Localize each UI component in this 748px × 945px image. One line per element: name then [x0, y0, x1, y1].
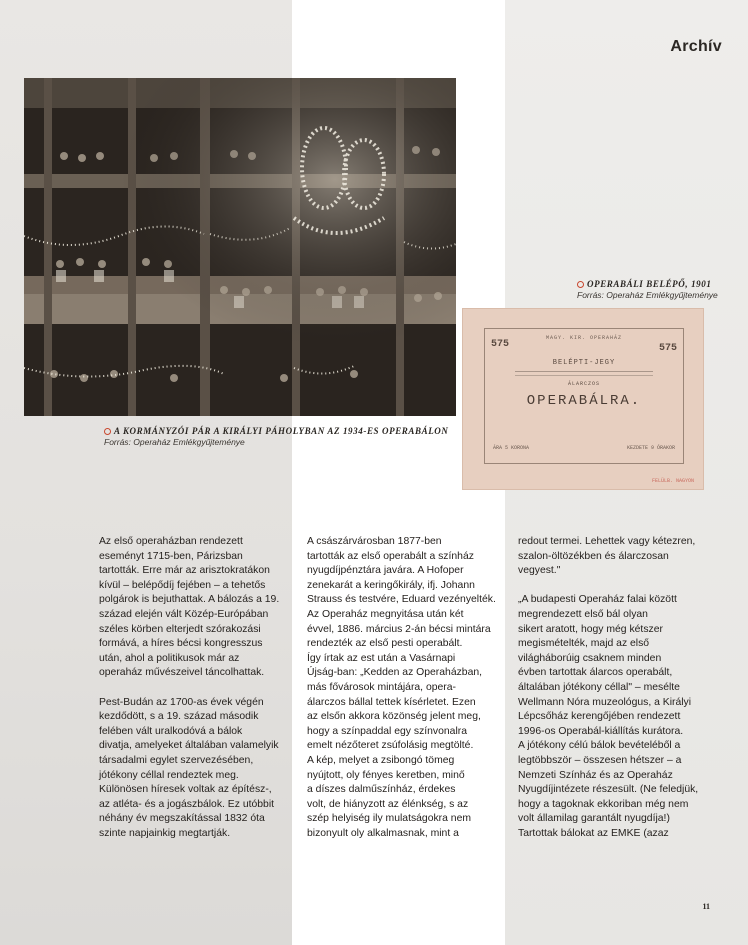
text-line: Az Operaház megnyitása után két: [307, 608, 464, 620]
text-line: más fővárosok mintájára, opera-: [307, 681, 456, 693]
text-line: formává, a híres bécsi kongresszus: [99, 638, 263, 650]
text-line: zenekarát a keringőkirály, ifj. Johann: [307, 579, 475, 591]
photo1-caption: [104, 426, 449, 448]
text-line: volt államilag garantált nyugdíja!): [518, 813, 670, 825]
text-line: A császárvárosban 1877-ben: [307, 536, 442, 547]
text-line: általában jótékony céllal" – mesélte: [518, 681, 680, 693]
text-line: „A budapesti Operaház falai között: [518, 594, 677, 606]
photo1-title: A KORMÁNYZÓI PÁR A KIRÁLYI PÁHOLYBAN AZ 1934-ES OPERABÁLON: [114, 426, 449, 436]
text-line: szinte napjainkig megtartják.: [99, 827, 231, 839]
text-line: az elsőn akkora közönség jelent meg,: [307, 711, 481, 723]
text-line: vegyest.": [518, 565, 561, 577]
text-line: kezdődött, s a 19. század második: [99, 711, 259, 723]
text-line: Így írtak az est után a Vasárnapi: [307, 652, 456, 664]
text-line: szalon-öltözékben és álarczosan: [518, 550, 669, 562]
text-line: redout termei. Lehettek vagy kétezren,: [518, 536, 696, 547]
text-line: emelt nézőteret zsúfolásig megtölté.: [307, 740, 474, 752]
bullet-circle-icon: [577, 281, 584, 288]
text-line: megrendezett első bál olyan: [518, 608, 648, 620]
ticket-stamp: FELÜLB. NAGYON: [651, 478, 694, 484]
text-column-3: [518, 535, 698, 841]
ticket-header: MAGY. KIR. OPERAHÁZ: [545, 335, 622, 341]
text-line: évvel, 1886. március 2-án bécsi mintára: [307, 623, 491, 635]
text-line: nyújtott, oly fényes keretben, minő: [307, 769, 465, 781]
text-line: széles körben elterjedt szórakozási: [99, 623, 261, 635]
bullet-circle-icon: [104, 428, 111, 435]
text-line: Különösen híresek voltak az építész-,: [99, 784, 272, 796]
photo2-source: Forrás: Operaház Emlékgyűjteménye: [577, 290, 718, 300]
text-line: Újság-ban: „Kedden az Operaházban,: [307, 667, 483, 679]
photo1-source: Forrás: Operaház Emlékgyűjteménye: [104, 437, 245, 447]
ticket-start: KEZDETE 9 ÓRAKOR: [626, 445, 675, 451]
text-line: operaház művészeivel táncolhattak.: [99, 667, 265, 679]
ticket-main-title: OPERABÁLRA.: [526, 393, 642, 409]
text-line: a díszes dalműszínház, érdekes: [307, 784, 456, 796]
photo2-caption: [577, 279, 718, 301]
text-line: hogy a tagoknak ekkoriban még nem: [518, 798, 689, 810]
text-column-1: [99, 535, 279, 841]
paragraph-gap: [518, 579, 698, 594]
text-line: társadalmi egylet szervezésében,: [99, 754, 254, 766]
text-line: után, ahol a politikusok már az: [99, 652, 240, 664]
text-line: szép helyiség ily mulatságokra nem: [307, 813, 472, 825]
paragraph-gap: [99, 681, 279, 696]
text-line: Wellmann Nóra muzeológus, a Királyi: [518, 696, 692, 708]
text-line: világháborúig csaknem minden: [518, 652, 662, 664]
ticket-rule: [515, 371, 653, 372]
text-line: néhány év megszakítással 1832 óta: [99, 813, 265, 825]
text-column-2: [307, 535, 496, 841]
section-label: Archív: [670, 38, 722, 55]
text-line: Nyugdíjintézete részesült. (Ne feledjük,: [518, 784, 699, 796]
text-line: eseményt 1715-ben, Párizsban: [99, 550, 243, 562]
text-line: felében vált uralkodóvá a bálok: [99, 725, 243, 737]
text-line: Strauss és testvére, Eduard vezényelték.: [307, 594, 496, 606]
text-line: kívül – belépődíj fejében – a tehetős: [99, 579, 266, 591]
ticket-line1: BELÉPTI-JEGY: [552, 359, 616, 367]
text-line: tartották az első operabált a színház: [307, 550, 474, 562]
text-line: nyugdíjpénztára javára. A Hofoper: [307, 565, 464, 577]
text-line: divatja, amelyeket általában valamelyik: [99, 740, 279, 752]
ticket-number-left: 575: [491, 339, 510, 350]
text-line: 1996-os Operabál-kiállítás kurátora.: [518, 725, 684, 737]
text-line: álarczos bállal tettek kísérletet. Ezen: [307, 696, 476, 708]
text-line: A kép, melyet a zsibongó tömeg: [307, 754, 455, 766]
text-line: század elején vált Közép-Európában: [99, 608, 269, 620]
text-line: volt, de hiányzott az élénkség, s az: [307, 798, 469, 810]
ticket-number-right: 575: [658, 343, 677, 354]
text-line: tartották. Erre már az arisztokratákon: [99, 565, 270, 577]
text-line: A jótékony célú bálok bevételéből a: [518, 740, 681, 752]
text-line: az atléta- és a jogászbálok. Ez utóbbit: [99, 798, 275, 810]
text-line: jótékony céllal rendeztek meg.: [99, 769, 239, 781]
photo2-title: OPERABÁLI BELÉPŐ, 1901: [587, 279, 712, 289]
text-line: Pest-Budán az 1700-as évek végén: [99, 696, 264, 708]
ticket-price: ÁRA 5 KORONA: [493, 445, 530, 451]
ticket-rule: [515, 375, 653, 376]
text-line: rendezték az első pesti operabált.: [307, 638, 463, 650]
text-line: megismételték, majd az első: [518, 638, 650, 650]
text-line: hogy a színpaddal egy színvonalra: [307, 725, 468, 737]
page-number: 11: [702, 902, 710, 911]
text-line: sikert aratott, hogy még kétszer: [518, 623, 663, 635]
text-line: legtöbbször – összesen hétszer – a: [518, 754, 682, 766]
text-line: Lépcsőház kerengőjében rendezett: [518, 711, 681, 723]
text-line: bizonyult oly alkalmasnak, mint a: [307, 827, 459, 839]
text-line: évben tartottak álarcos operabált,: [518, 667, 673, 679]
ticket-sub: ÁLARCZOS: [567, 381, 600, 387]
text-line: Nemzeti Színház és az Operaház: [518, 769, 673, 781]
text-line: Az első operaházban rendezett: [99, 536, 243, 547]
ticket-border: [484, 328, 684, 464]
text-line: polgárok is bejuthattak. A bálozás a 19.: [99, 594, 280, 606]
opera-ball-photo: [24, 78, 456, 416]
text-line: Tartottak bálokat az EMKE (azaz: [518, 827, 669, 839]
opera-ball-ticket-image: [462, 308, 704, 490]
